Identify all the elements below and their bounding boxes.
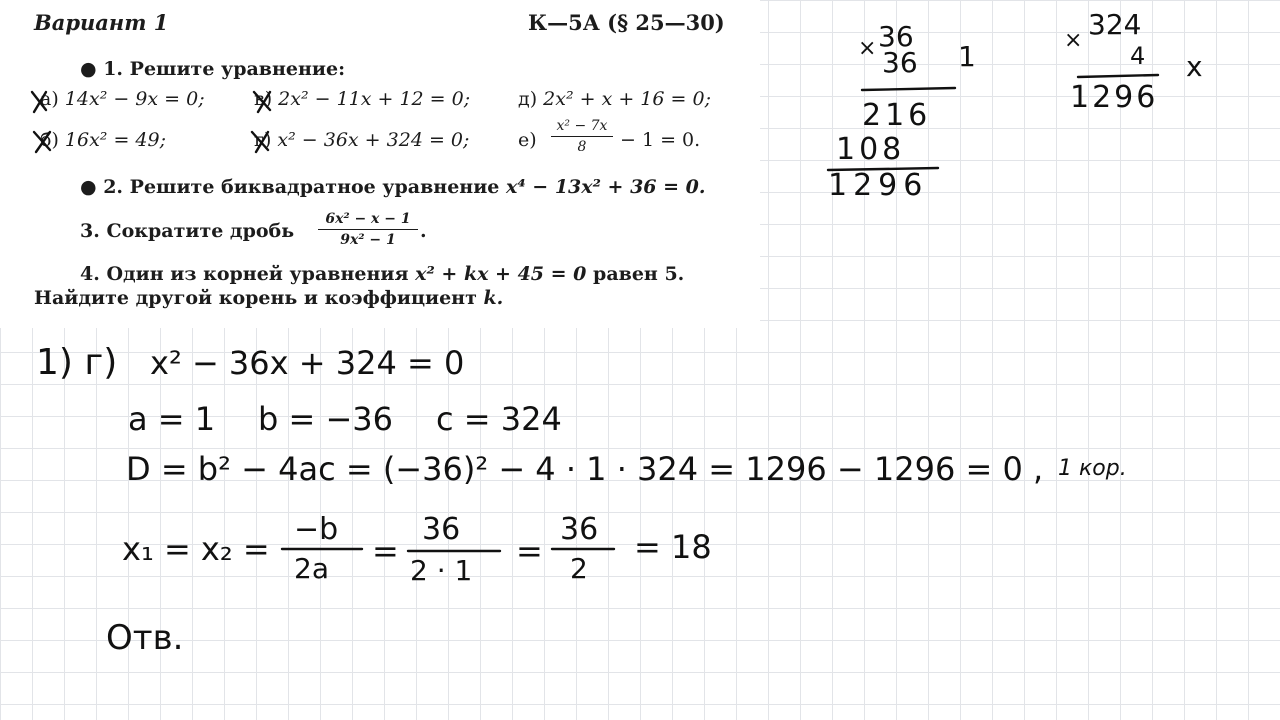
task2-equation: x⁴ − 13x² + 36 = 0.: [506, 176, 706, 198]
calc1-line1: [862, 88, 955, 90]
task1e-numerator: x² − 7x: [556, 118, 608, 134]
equals-2: =: [516, 532, 543, 570]
task3-numerator: 6x² − x − 1: [325, 211, 411, 227]
calc1-side: 1: [958, 40, 976, 73]
task1b-equation: 16x² = 49;: [64, 129, 166, 151]
task4-text2: Найдите другой корень и коэффициент: [34, 287, 477, 309]
one-root-note: 1 кор.: [1058, 456, 1127, 481]
task1v-label: в): [254, 88, 273, 110]
task2-text: Решите биквадратное уравнение: [129, 176, 500, 198]
fraction3-num: 36: [560, 512, 599, 547]
calc1-partial1: 216: [862, 98, 932, 133]
task1e-denominator: 8: [577, 139, 587, 155]
roots-label: x₁ = x₂ =: [122, 530, 270, 568]
task1e-label: е): [518, 129, 537, 151]
task4-text: Один из корней уравнения: [106, 263, 409, 285]
calc2-bottom: 4: [1130, 42, 1146, 70]
calc2-side: x: [1186, 50, 1203, 83]
calc1-top: 36: [878, 20, 914, 53]
fraction3-den: 2: [570, 552, 588, 585]
calc2-result: 1296: [1070, 80, 1159, 115]
task1-title: Решите уравнение:: [129, 58, 346, 80]
task1e-tail: − 1 = 0.: [620, 129, 701, 151]
task1b-label: б): [40, 129, 59, 151]
task3-denominator: 9x² − 1: [340, 232, 396, 248]
calc2-line: [1078, 75, 1158, 77]
variant-title: Вариант 1: [34, 10, 169, 35]
task4-equation: x² + kx + 45 = 0: [415, 263, 587, 285]
coef-a: a = 1: [128, 400, 216, 438]
answer-label: Отв.: [106, 618, 184, 658]
fraction2-den: 2 · 1: [410, 554, 473, 587]
coef-b: b = −36: [258, 400, 393, 438]
fraction1-num: −b: [294, 512, 339, 547]
task3-tail: .: [420, 220, 427, 242]
check-mark-a: [32, 92, 46, 112]
discriminant: D = b² − 4ac = (−36)² − 4 · 1 · 324 = 1296 − 1296 = 0 ,: [126, 450, 1044, 488]
task1d-label: д): [518, 88, 538, 110]
task3-text: Сократите дробь: [106, 220, 295, 242]
check-mark-g: [252, 132, 268, 152]
calc1-times: ×: [858, 36, 877, 61]
task1g-label: г): [254, 129, 272, 151]
worksheet-code: К—5А (§ 25—30): [528, 10, 725, 35]
task1v-equation: 2x² − 11x + 12 = 0;: [278, 88, 471, 110]
task1g-equation: x² − 36x + 324 = 0;: [277, 129, 470, 151]
task1d-equation: 2x² + x + 16 = 0;: [543, 88, 711, 110]
task1-heading: ● 1. Решите уравнение:: [80, 58, 346, 80]
task4-k: k.: [483, 287, 504, 309]
task1a-label: а): [40, 88, 59, 110]
solution-equation: x² − 36x + 324 = 0: [150, 344, 465, 382]
task2-number: 2.: [103, 176, 124, 198]
calc1-bottom: 36: [882, 46, 918, 79]
roots-result: = 18: [634, 528, 712, 566]
task3-number: 3.: [80, 220, 100, 242]
fraction2-num: 36: [422, 512, 461, 547]
fraction1-den: 2a: [294, 552, 329, 585]
task2: ● 2. Решите биквадратное уравнение x⁴ − 13x² + 36 = 0.: [80, 176, 706, 198]
task1-number: 1.: [103, 58, 124, 80]
task4-text-end: равен 5.: [593, 263, 685, 285]
task4-number: 4.: [80, 263, 100, 285]
solution-label: 1) г): [36, 342, 118, 383]
check-mark-b: [34, 132, 50, 152]
calc1-result: 1296: [828, 168, 929, 203]
coef-c: c = 324: [436, 400, 562, 438]
task1a-equation: 14x² − 9x = 0;: [64, 88, 205, 110]
calc2-times: ×: [1064, 28, 1083, 53]
calc2-top: 324: [1088, 8, 1142, 41]
equals-1: =: [372, 532, 399, 570]
check-mark-v: [254, 92, 270, 112]
calc1-partial2: 108: [836, 132, 906, 167]
